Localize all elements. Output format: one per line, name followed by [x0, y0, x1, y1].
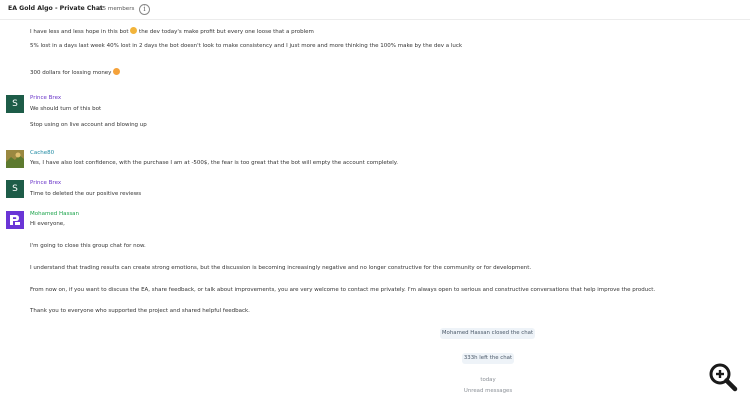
- sender-name[interactable]: Cache80: [30, 150, 55, 156]
- message-text: From now on, if you want to discuss the EA, share feedback, or talk about improvements, you are very welcome to contact me privately. I'm always open to serious and constructive conversations that help improve the product.: [30, 287, 656, 293]
- system-message: Mohamed Hassan closed the chat: [440, 328, 535, 339]
- message-text: 300 dollars for lossing money: [30, 68, 120, 77]
- info-icon[interactable]: i: [139, 4, 150, 15]
- message-text: We should turn of this bot: [30, 106, 102, 112]
- sender-name[interactable]: Prince Brex: [30, 95, 62, 101]
- date-divider: today: [480, 377, 496, 383]
- message-text: I understand that trading results can create strong emotions, but the discussion is becoming increasingly negative and no longer constructive for the community or for development.: [30, 265, 532, 271]
- members-count[interactable]: 35 members: [99, 5, 135, 12]
- zoom-in-icon[interactable]: [707, 361, 739, 393]
- chat-title: EA Gold Algo - Private Chat: [8, 5, 103, 12]
- message-text: Thank you to everyone who supported the project and shared helpful feedback.: [30, 308, 250, 314]
- sender-name[interactable]: Prince Brex: [30, 180, 62, 186]
- chat-header: [0, 0, 750, 20]
- avatar[interactable]: S: [6, 180, 24, 198]
- unread-divider: Unread messages: [463, 388, 513, 394]
- message-text: Time to deleted the our positive reviews: [30, 191, 142, 197]
- sender-name[interactable]: Mohamed Hassan: [30, 211, 80, 217]
- message-text: I have less and less hope in this bot the dev today's make profit but every one loose that a problem: [30, 29, 314, 35]
- message-text: Hi everyone,: [30, 221, 65, 227]
- emoji-icon: [130, 27, 137, 34]
- mql-logo-icon: [6, 211, 24, 229]
- message-text: Stop using on live account and blowing up: [30, 122, 147, 128]
- emoji-icon: [113, 68, 120, 75]
- message-text: 5% lost in a days last week 40% lost in 2 days the bot doesn't look to make consistency and I just more and more thinking the 100% make by the dev a luck: [30, 43, 463, 49]
- avatar[interactable]: [6, 150, 24, 168]
- message-text: I'm going to close this group chat for now.: [30, 243, 146, 249]
- avatar[interactable]: [6, 211, 24, 229]
- avatar-photo-icon: [6, 150, 24, 168]
- avatar[interactable]: S: [6, 95, 24, 113]
- message-text: Yes, I have also lost confidence, with the purchase I am at -500$, the fear is too great that the bot will empty the account completely.: [30, 160, 399, 166]
- system-message: 333h left the chat: [462, 353, 514, 364]
